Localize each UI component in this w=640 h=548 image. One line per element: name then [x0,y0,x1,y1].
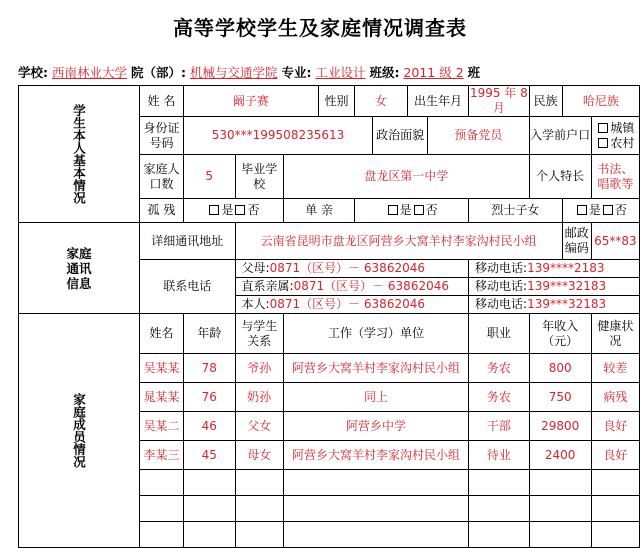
member-relation[interactable]: 父女 [235,412,284,441]
members-header-row [19,314,640,354]
phone-label: 联系电话 [140,260,236,314]
member-health[interactable]: 病残 [591,383,639,412]
martyr-no-checkbox[interactable] [603,205,613,215]
talent-label: 个人特长 [529,155,591,199]
col-header-work: 工作（学习）单位 [284,314,469,354]
orphan-yes-label: 是 [221,203,234,217]
single-label: 单 亲 [284,199,355,223]
phone-self-mobile-label: 移动电话: [475,297,528,311]
page-title: 高等学校学生及家庭情况调查表 [173,16,467,40]
survey-table [18,85,640,548]
member-name[interactable]: 吴某某 [140,354,184,383]
martyr-no-label: 否 [614,203,627,217]
member-age[interactable]: 46 [183,412,235,441]
gender-label: 性别 [318,86,354,117]
ethnic-label: 民族 [529,86,562,117]
political-label: 政治面貌 [373,117,428,155]
college-value[interactable]: 机械与交通学院 [189,65,278,80]
member-job[interactable]: 干部 [469,412,530,441]
phone-parents-mobile-label: 移动电话: [475,261,528,275]
orphan-options [183,199,283,223]
member-health[interactable]: 良好 [591,441,639,470]
orphan-no-checkbox[interactable] [235,205,245,215]
address-label: 详细通讯地址 [140,223,236,260]
member-age[interactable]: 76 [183,383,235,412]
member-work[interactable]: 阿营乡中学 [284,412,469,441]
phone-relatives-who: 直系亲属: [241,279,294,293]
hukou-rural-label: 农村 [610,135,635,150]
member-age[interactable]: 78 [183,354,235,383]
members-section-label: 家庭成员情况 [19,314,140,548]
talent[interactable]: 书法、唱歌等 [591,155,639,199]
grad-school-label: 毕业学校 [235,155,284,199]
postcode[interactable]: 65**83 [591,223,639,260]
class-suffix: 班 [467,65,481,80]
member-relation[interactable]: 奶孙 [235,383,284,412]
phone-self-mobile-cell [469,296,640,314]
phone-relatives-landline [235,278,469,296]
member-name[interactable]: 晁某某 [140,383,184,412]
school-label: 学校: [18,65,48,80]
student-birth[interactable]: 1995 年 8 月 [469,86,528,115]
major-label: 专业: [281,65,312,80]
student-political[interactable]: 预备党员 [428,117,530,155]
student-ethnic[interactable]: 哈尼族 [562,86,639,117]
postcode-label: 邮政编码 [562,223,591,260]
phone-parents-landline [235,260,469,278]
phone-self-who: 本人: [241,297,270,311]
single-no-label: 否 [425,203,438,217]
student-row-1 [19,86,640,117]
member-work[interactable]: 阿营乡大窝羊村李家沟村民小组 [284,441,469,470]
hukou-town-label: 城镇 [610,120,635,135]
hukou-town-checkbox[interactable] [598,123,608,133]
member-job[interactable]: 务农 [469,354,530,383]
col-header-income: 年收入（元） [529,314,591,354]
phone-self-mobile[interactable]: 139***32183 [527,297,607,311]
member-work[interactable]: 同上 [284,383,469,412]
martyr-yes-checkbox[interactable] [577,205,587,215]
member-work[interactable]: 阿营乡大窝羊村李家沟村民小组 [284,354,469,383]
student-name[interactable]: 阚子赛 [183,86,318,117]
member-age[interactable]: 45 [183,441,235,470]
col-header-job: 职业 [469,314,530,354]
phone-parents-mobile[interactable]: 139****2183 [527,261,605,275]
single-no-checkbox[interactable] [414,205,424,215]
class-value[interactable]: 2011 级 2 [403,65,464,80]
martyr-options [562,199,639,223]
phone-parents-number[interactable]: 0871（区号）－ 63862046 [269,261,425,275]
member-relation[interactable]: 母女 [235,441,284,470]
phone-relatives-mobile-cell [469,278,640,296]
orphan-yes-checkbox[interactable] [209,205,219,215]
phone-parents-who: 父母: [241,261,270,275]
class-label: 班级: [369,65,400,80]
member-name[interactable]: 吴某二 [140,412,184,441]
member-job[interactable]: 务农 [469,383,530,412]
name-label: 姓 名 [140,86,184,117]
student-id[interactable]: 530***199508235613 [183,117,372,155]
id-label: 身份证号码 [140,117,184,155]
member-health[interactable]: 较差 [591,354,639,383]
orphan-label: 孤 残 [140,199,184,223]
member-health[interactable]: 良好 [591,412,639,441]
hukou-rural-checkbox[interactable] [598,138,608,148]
member-income[interactable]: 800 [529,354,591,383]
member-relation[interactable]: 爷孙 [235,354,284,383]
phone-relatives-number[interactable]: 0871（区号）－ 63862046 [293,279,449,293]
phone-parents-mobile-cell [469,260,640,278]
student-section-label: 学生本人基本情况 [19,86,140,223]
family-size[interactable]: 5 [183,155,235,199]
contact-row-address [19,223,640,260]
college-label: 院（部）: [130,65,186,80]
phone-relatives-mobile-label: 移动电话: [475,279,528,293]
school-value[interactable]: 西南林业大学 [51,65,127,80]
single-options [355,199,469,223]
hukou-label: 入学前户口 [529,117,591,155]
major-value[interactable]: 工业设计 [315,65,366,80]
family-size-label: 家庭人口数 [140,155,184,199]
col-header-health: 健康状况 [591,314,639,354]
col-header-name: 姓名 [140,314,184,354]
birth-label: 出生年月 [407,86,468,117]
address[interactable]: 云南省昆明市盘龙区阿营乡大窝羊村李家沟村民小组 [235,223,562,260]
col-header-relation: 与学生关系 [235,314,284,354]
member-income[interactable]: 29800 [529,412,591,441]
martyr-yes-label: 是 [588,203,601,217]
grad-school[interactable]: 盘龙区第一中学 [284,155,530,199]
student-gender[interactable]: 女 [355,86,408,117]
single-yes-label: 是 [399,203,412,217]
col-header-age: 年龄 [183,314,235,354]
phone-self-number[interactable]: 0871（区号）－ 63862046 [269,297,425,311]
phone-relatives-mobile[interactable]: 139***32183 [527,279,607,293]
member-job[interactable]: 待业 [469,441,530,470]
martyr-label: 烈士子女 [469,199,563,223]
member-income[interactable]: 750 [529,383,591,412]
single-yes-checkbox[interactable] [388,205,398,215]
school-info-line [18,63,638,81]
phone-self-landline [235,296,469,314]
member-income[interactable]: 2400 [529,441,591,470]
contact-section-label: 家庭通讯信息 [19,223,140,314]
orphan-no-label: 否 [247,203,260,217]
member-name[interactable]: 李某三 [140,441,184,470]
hukou-options [591,117,639,155]
